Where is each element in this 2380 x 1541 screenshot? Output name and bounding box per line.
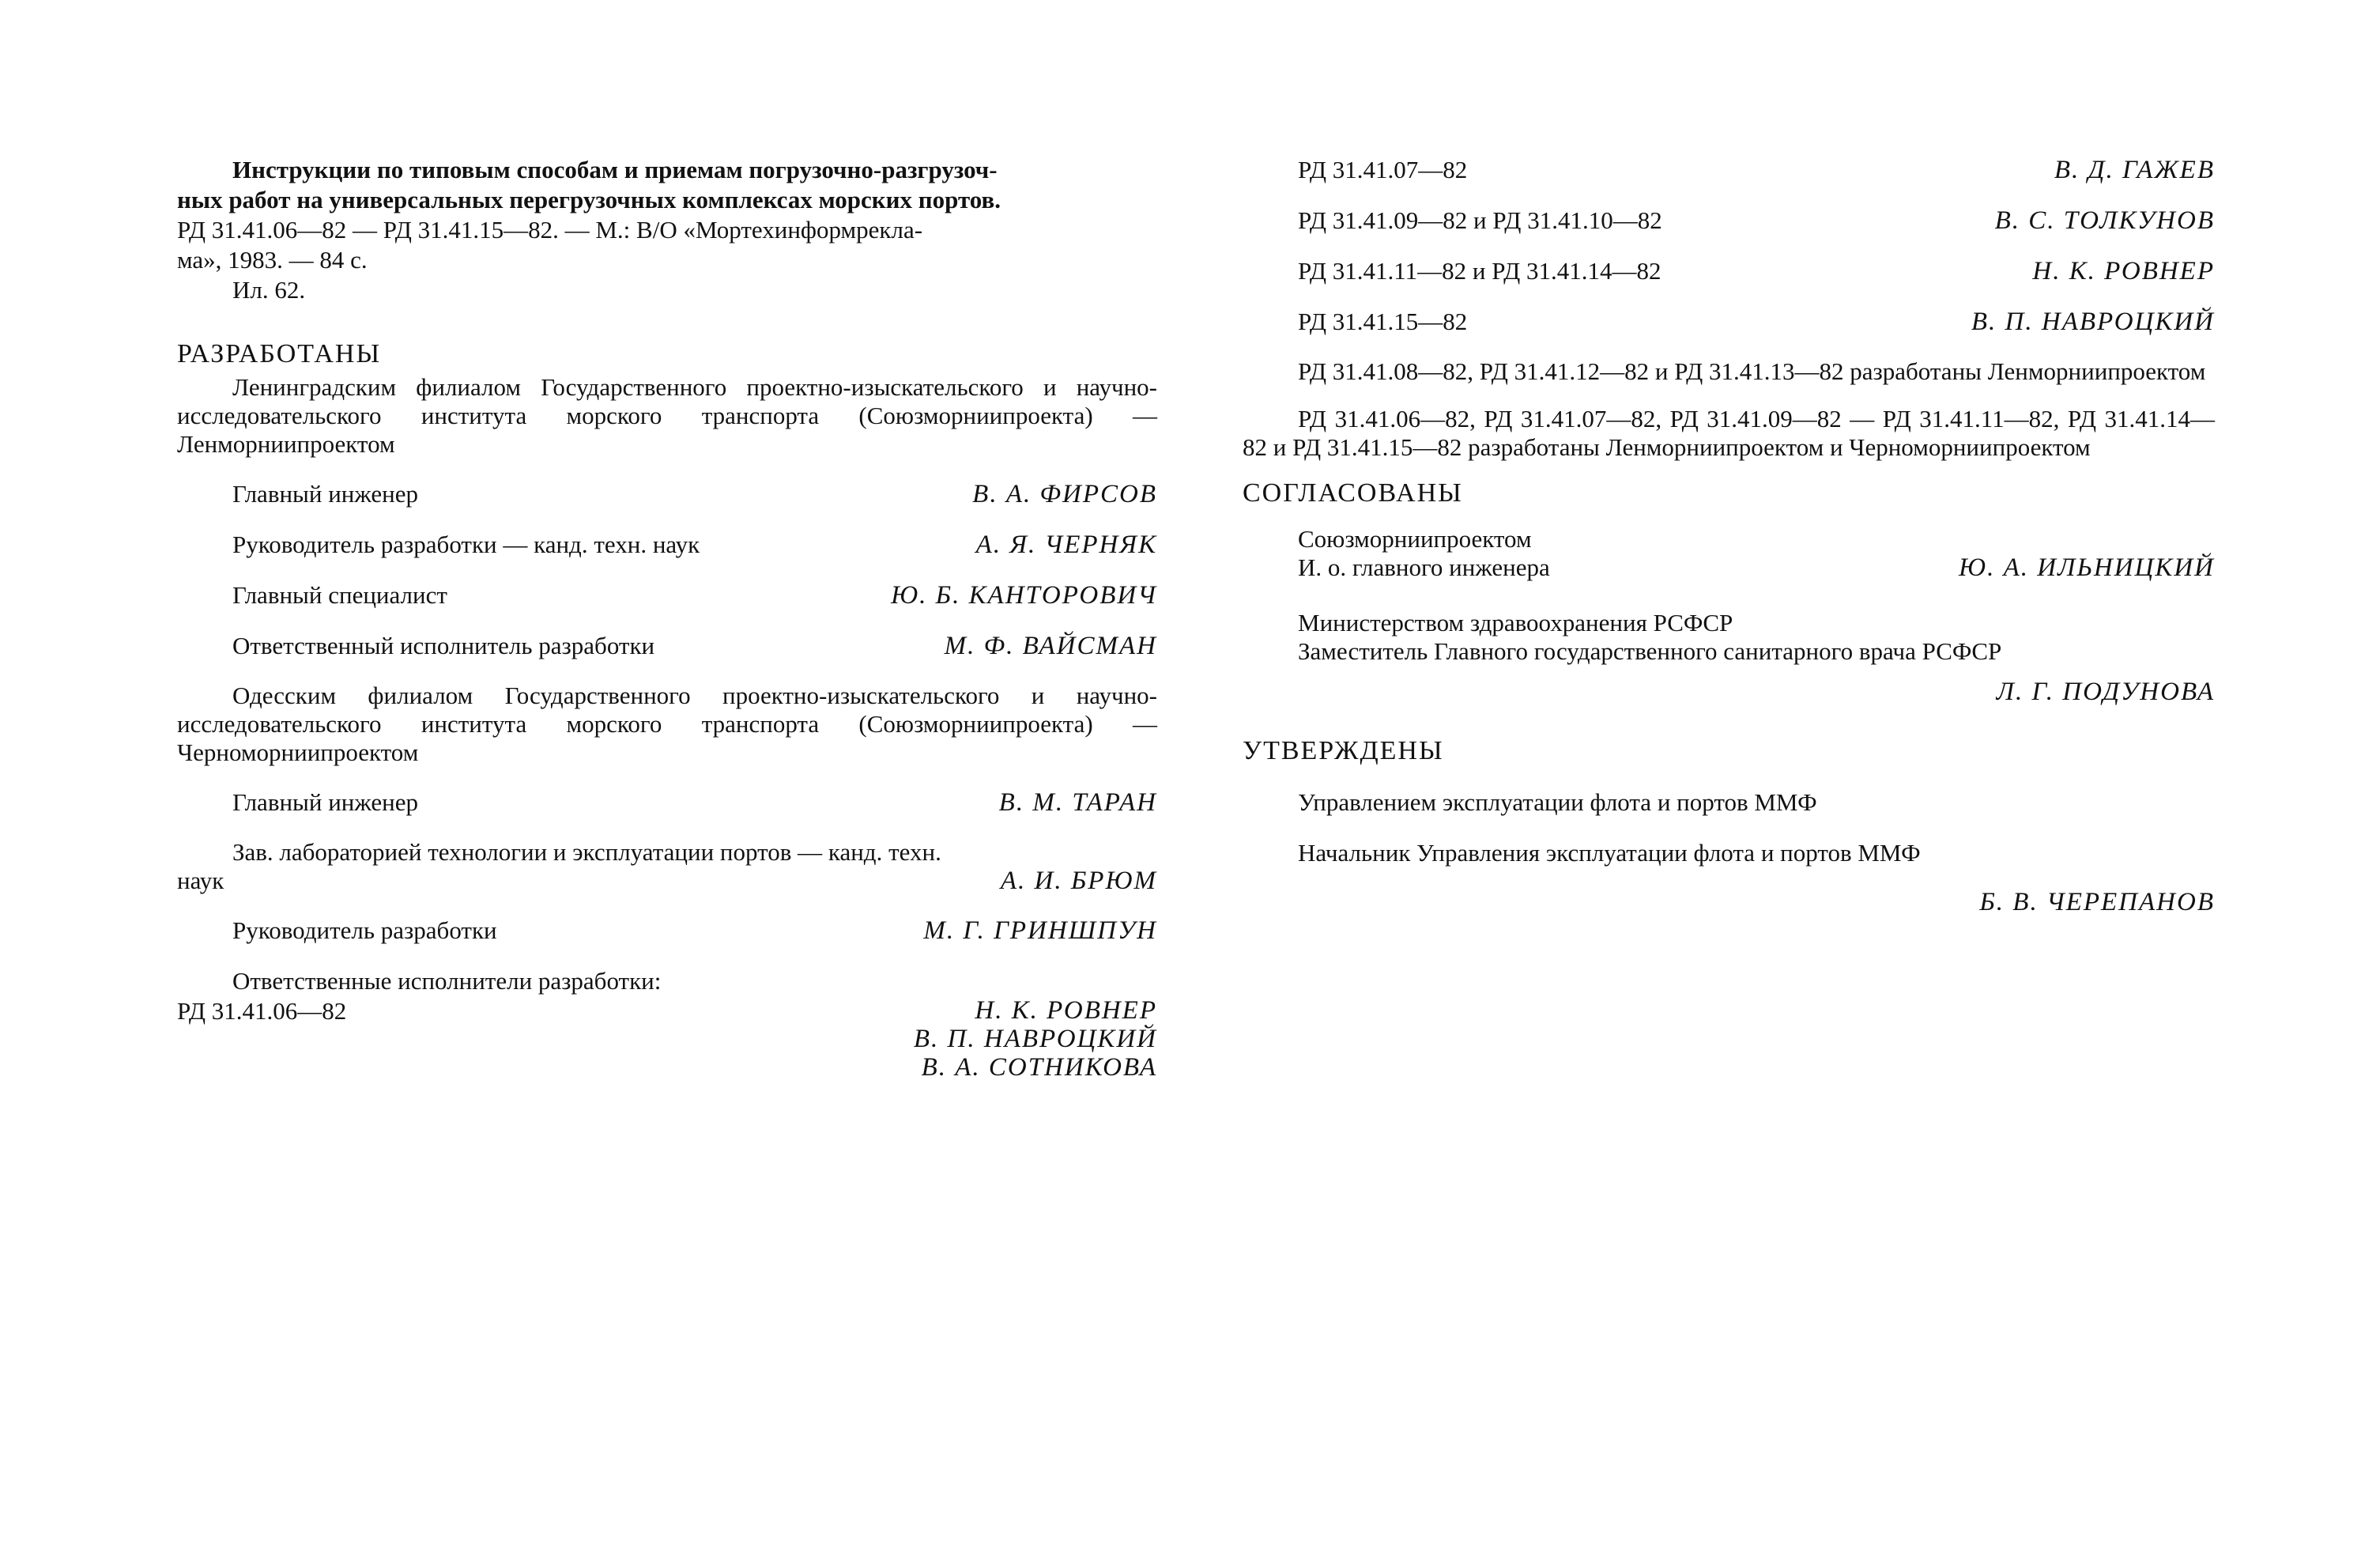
rd-row	[1243, 256, 2215, 286]
executors-names	[914, 966, 1157, 1082]
rd-row	[1243, 206, 2215, 236]
approved-role: Начальник Управления эксплуатации флота и портов ММФ	[1298, 839, 1921, 867]
agreed-org: Министерством здравоохранения РСФСР	[1298, 609, 1733, 636]
staff-name: В. С. ТОЛКУНОВ	[1994, 206, 2215, 235]
staff-name: Ю. Б. КАНТОРОВИЧ	[891, 581, 1157, 610]
lab-head-row	[177, 838, 1157, 895]
agreed-org: Союзморниипроектом	[1298, 525, 1532, 553]
odessa-org: Одесским филиалом Государственного проектно-изыскательского и научно-исследовательского института морского транспорта (Союзморниипроекта) — Черноморниипроектом	[177, 682, 1157, 766]
staff-name: М. Г. ГРИНШПУН	[923, 916, 1157, 945]
agreed-block-1	[1243, 525, 2215, 582]
rd-row	[1243, 155, 2215, 185]
leningrad-org: Ленинградским филиалом Государственного проектно-изыскательского и научно-исследовательского института морского транспорта (Союзморниипроекта) — Ленморниипроектом	[177, 373, 1157, 458]
staff-name: М. Ф. ВАЙСМАН	[944, 632, 1157, 660]
staff-name: В. Д. ГАЖЕВ	[2054, 156, 2215, 184]
staff-name: В. А. СОТНИКОВА	[921, 1053, 1157, 1082]
executors-block	[177, 966, 1157, 1082]
staff-row	[177, 916, 1157, 946]
staff-row	[177, 479, 1157, 509]
right-column	[1243, 155, 2215, 917]
rd-row	[1243, 307, 2215, 337]
staff-name: А. Я. ЧЕРНЯК	[975, 531, 1157, 559]
staff-name: В. П. НАВРОЦКИЙ	[1971, 308, 2215, 336]
staff-name: Ю. А. ИЛЬНИЦКИЙ	[1959, 553, 2215, 582]
rd-doc: РД 31.41.15—82	[1298, 308, 1468, 335]
executors-left	[177, 966, 661, 1082]
rd-doc: РД 31.41.07—82	[1298, 156, 1468, 183]
agreed-role: Заместитель Главного государственного санитарного врача РСФСР	[1298, 637, 2002, 665]
staff-role: Руководитель разработки — канд. техн. наук	[232, 531, 700, 558]
illustrations-count: Ил. 62.	[232, 276, 306, 304]
staff-name: Б. В. ЧЕРЕПАНОВ	[1979, 888, 2215, 916]
staff-row	[177, 530, 1157, 560]
staff-name: Н. К. РОВНЕР	[2032, 257, 2215, 285]
staff-name: В. А. ФИРСОВ	[972, 480, 1157, 508]
staff-role: Главный инженер	[232, 788, 419, 816]
staff-role: Главный специалист	[232, 581, 447, 609]
title-line-1: Инструкции по типовым способам и приемам погрузочно-разгрузоч-	[232, 156, 998, 183]
staff-role: Главный инженер	[232, 480, 419, 508]
developed-note-2: РД 31.41.06—82, РД 31.41.07—82, РД 31.41.09—82 — РД 31.41.11—82, РД 31.41.14—82 и РД 31.41.15—82 разработаны Ленморниипроектом и Черноморниипроектом	[1243, 405, 2215, 461]
staff-role: Ответственный исполнитель разработки	[232, 632, 655, 659]
staff-role: Руководитель разработки	[232, 916, 497, 944]
staff-name: В. М. ТАРАН	[998, 788, 1157, 817]
approved-heading: УТВЕРЖДЕНЫ	[1243, 736, 1444, 765]
staff-row	[177, 787, 1157, 818]
staff-name: Л. Г. ПОДУНОВА	[1996, 678, 2215, 706]
staff-row	[177, 631, 1157, 661]
rd-doc: РД 31.41.11—82 и РД 31.41.14—82	[1298, 257, 1661, 285]
executors-role: Ответственные исполнители разработки:	[232, 967, 662, 995]
left-column	[177, 155, 1157, 1082]
staff-name: А. И. БРЮМ	[1000, 867, 1157, 895]
staff-row	[177, 580, 1157, 610]
lab-role-cont: наук	[177, 867, 224, 894]
title-line-2: ных работ на универсальных перегрузочных комплексах морских портов.	[177, 186, 1001, 213]
lab-role-line-2	[177, 867, 1157, 895]
executors-doc: РД 31.41.06—82	[177, 997, 347, 1025]
agreed-block-2	[1243, 609, 2215, 707]
bibliographic-entry	[177, 155, 1157, 305]
agreed-role: И. о. главного инженера	[1298, 553, 1550, 581]
publication-line-2: ма», 1983. — 84 с.	[177, 246, 368, 274]
publication-line-1: РД 31.41.06—82 — РД 31.41.15—82. — М.: В/О «Мортехинформрекла-	[177, 216, 923, 244]
lab-role-line-1: Зав. лабораторией технологии и эксплуатации портов — канд. техн.	[232, 838, 941, 866]
staff-name: Н. К. РОВНЕР	[975, 996, 1157, 1025]
rd-doc: РД 31.41.09—82 и РД 31.41.10—82	[1298, 206, 1662, 234]
agreed-role-row	[1243, 553, 2215, 582]
approved-org: Управлением эксплуатации флота и портов ММФ	[1298, 788, 1817, 816]
developed-heading: РАЗРАБОТАНЫ	[177, 339, 382, 368]
agreed-heading: СОГЛАСОВАНЫ	[1243, 478, 1463, 508]
staff-name: В. П. НАВРОЦКИЙ	[913, 1025, 1157, 1053]
developed-note-1: РД 31.41.08—82, РД 31.41.12—82 и РД 31.41.13—82 разработаны Ленморниипроектом	[1298, 357, 2206, 385]
